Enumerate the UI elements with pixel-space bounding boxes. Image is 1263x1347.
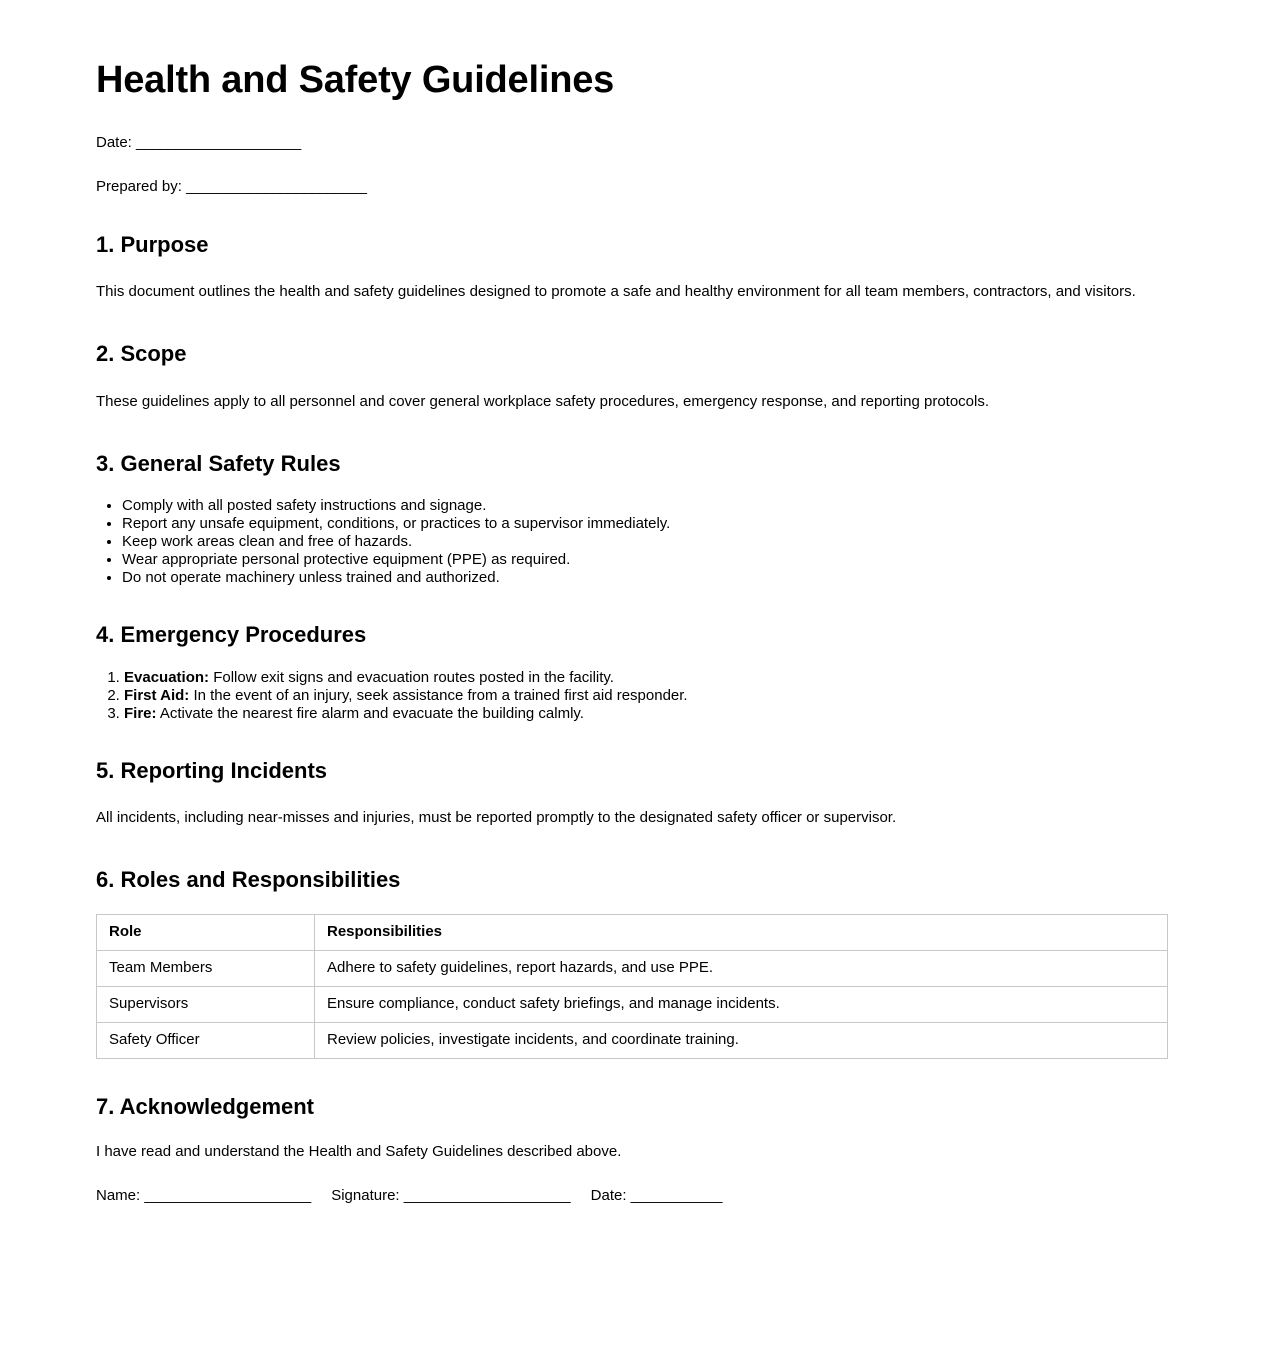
table-cell-responsibilities: Ensure compliance, conduct safety briefings, and manage incidents. bbox=[315, 986, 1168, 1022]
list-item bbox=[124, 669, 1167, 687]
list-item-label: First Aid: bbox=[124, 686, 190, 704]
list-item: • Report any unsafe equipment, conditions, or practices to a supervisor immediately. bbox=[122, 515, 1167, 533]
list-item: • Do not operate machinery unless trained and authorized. bbox=[122, 569, 1167, 587]
section-heading-reporting-incidents: 5. Reporting Incidents bbox=[96, 757, 328, 783]
list-item-label: Evacuation: bbox=[124, 668, 210, 686]
section-heading-general-safety-rules: 3. General Safety Rules bbox=[96, 450, 341, 476]
section-body-purpose: This document outlines the health and safety guidelines designed to promote a safe and healthy environment for all team members, contractors, and visitors. bbox=[96, 283, 1136, 301]
date-field-label: Date: bbox=[96, 133, 132, 151]
emergency-procedures-list bbox=[96, 669, 1167, 723]
section-body-acknowledgement: I have read and understand the Health and Safety Guidelines described above. bbox=[96, 1143, 622, 1161]
table-cell-role: Supervisors bbox=[97, 986, 315, 1022]
section-heading-emergency-procedures: 4. Emergency Procedures bbox=[96, 622, 367, 648]
list-item: • Comply with all posted safety instructions and signage. bbox=[122, 497, 1167, 515]
section-heading-roles-and-responsibilities: 6. Roles and Responsibilities bbox=[96, 867, 401, 893]
list-item-text: Activate the nearest fire alarm and evacuate the building calmly. bbox=[156, 704, 584, 722]
table-cell-responsibilities: Review policies, investigate incidents, and coordinate training. bbox=[315, 1022, 1168, 1058]
prepared-by-field-blank[interactable]: _______________________ bbox=[186, 177, 367, 195]
roles-table bbox=[96, 914, 1168, 1059]
table-head bbox=[97, 914, 1168, 950]
list-item bbox=[124, 687, 1167, 705]
signature-field-blank[interactable]: ____________________ bbox=[403, 1187, 571, 1205]
ack-date-field-label: Date: bbox=[590, 1187, 627, 1205]
signature-fields-line bbox=[96, 1186, 1167, 1206]
list-item bbox=[124, 705, 1167, 723]
table-cell-responsibilities: Adhere to safety guidelines, report hazards, and use PPE. bbox=[315, 950, 1168, 986]
list-item: • Wear appropriate personal protective equipment (PPE) as required. bbox=[122, 551, 1167, 569]
table-column-header-responsibilities: Responsibilities bbox=[315, 914, 1168, 950]
table-row bbox=[97, 986, 1168, 1022]
name-field-label: Name: bbox=[96, 1187, 141, 1205]
table-cell-role: Team Members bbox=[97, 950, 315, 986]
general-safety-rules-list bbox=[96, 497, 1167, 587]
table-cell-role: Safety Officer bbox=[97, 1022, 315, 1058]
signature-field-label: Signature: bbox=[331, 1187, 400, 1205]
prepared-by-field-label: Prepared by: bbox=[96, 177, 182, 195]
table-body bbox=[97, 950, 1168, 1058]
table-row bbox=[97, 1022, 1168, 1058]
list-item-text: Follow exit signs and evacuation routes posted in the facility. bbox=[209, 668, 614, 686]
list-item-label: Fire: bbox=[124, 704, 157, 722]
table-row bbox=[97, 950, 1168, 986]
date-field-blank[interactable]: _____________________ bbox=[136, 133, 301, 151]
table-column-header-role: Role bbox=[97, 914, 315, 950]
section-body-reporting-incidents: All incidents, including near-misses and injuries, must be reported promptly to the designated safety officer or supervisor. bbox=[96, 809, 897, 827]
list-item-text: In the event of an injury, seek assistance from a trained first aid responder. bbox=[189, 686, 688, 704]
section-body-scope: These guidelines apply to all personnel and cover general workplace safety procedures, emergency response, and reporting protocols. bbox=[96, 392, 990, 410]
page-title: Health and Safety Guidelines bbox=[96, 59, 615, 101]
date-field-line bbox=[96, 133, 1167, 153]
list-item: • Keep work areas clean and free of hazards. bbox=[122, 533, 1167, 551]
prepared-by-field-line bbox=[96, 177, 1167, 197]
table-header-row bbox=[97, 914, 1168, 950]
section-heading-scope: 2. Scope bbox=[96, 341, 187, 367]
section-heading-acknowledgement: 7. Acknowledgement bbox=[96, 1093, 315, 1119]
ack-date-field-blank[interactable]: ___________ bbox=[630, 1187, 723, 1205]
section-heading-purpose: 1. Purpose bbox=[96, 231, 209, 257]
name-field-blank[interactable]: ____________________ bbox=[144, 1187, 312, 1205]
